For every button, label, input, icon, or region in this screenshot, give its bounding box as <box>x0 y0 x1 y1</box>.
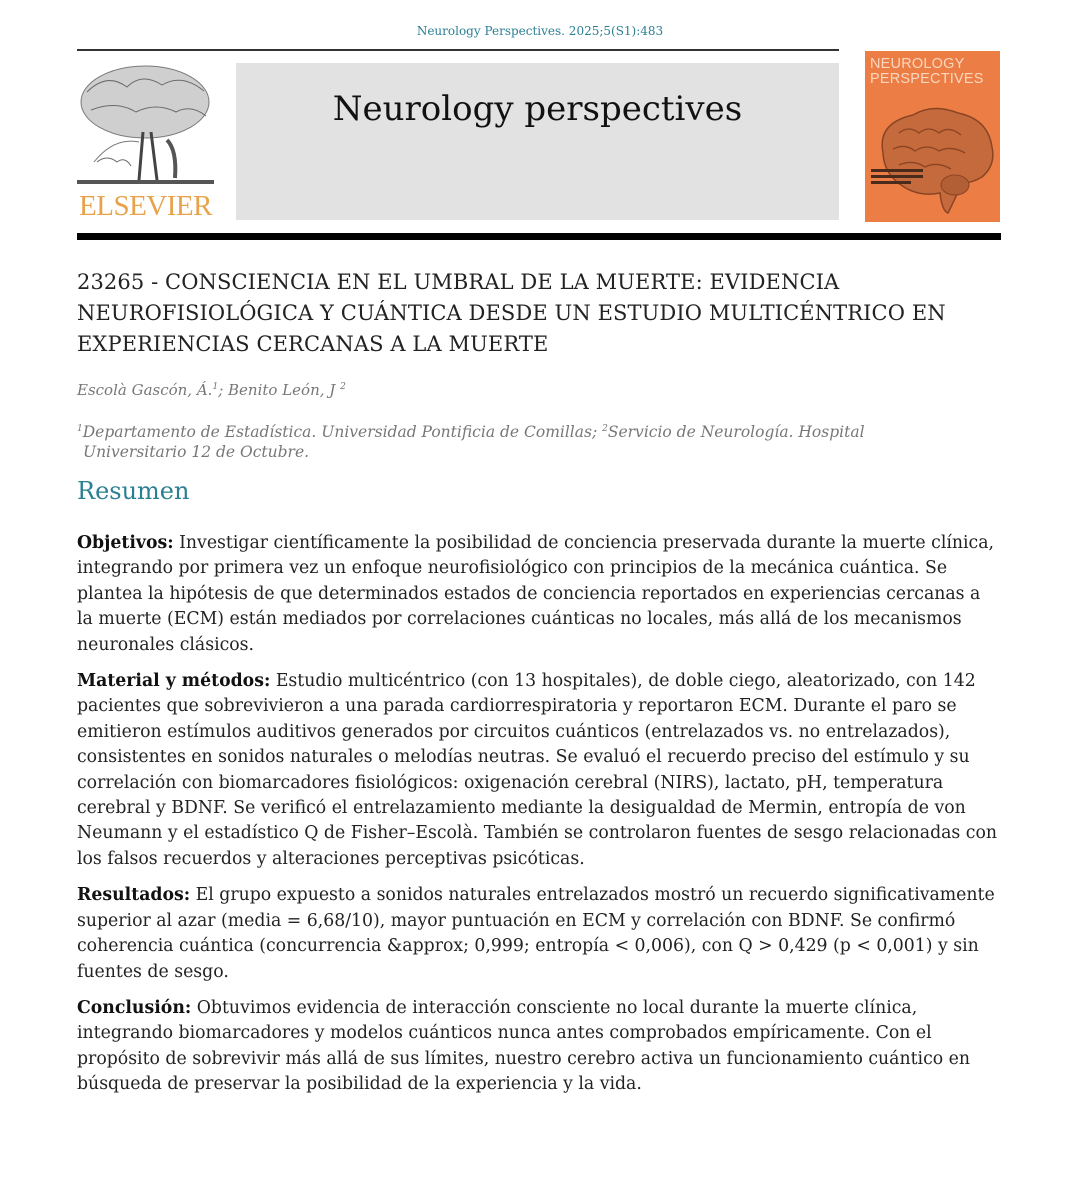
abstract-section-methods <box>77 669 997 872</box>
article-title: 23265 - CONSCIENCIA EN EL UMBRAL DE LA MUERTE: EVIDENCIA NEUROFISIOLÓGICA Y CUÁNTICA DESDE UN ESTUDIO MULTICÉNTRICO EN EXPERIENCIAS CERCANAS A LA MUERTE <box>77 270 946 356</box>
section-label: Material y métodos: <box>77 671 271 692</box>
abstract-heading: Resumen <box>77 477 190 505</box>
journal-citation: Neurology Perspectives. 2025;5(S1):483 <box>416 24 664 38</box>
cover-publisher-note <box>871 169 923 187</box>
cover-title: NEUROLOGY PERSPECTIVES <box>870 56 984 87</box>
elsevier-wordmark: ELSEVIER <box>79 190 212 222</box>
affiliation: Servicio de Neurología. Hospital <box>607 423 865 442</box>
section-label: Conclusión: <box>77 997 192 1018</box>
section-text: Estudio multicéntrico (con 13 hospitales), de doble ciego, aleatorizado, con 142 pacientes que sobrevivieron a una parada cardiorrespiratoria y reportaron ECM. Durante el paro se emitieron estímulos auditivos generados por circuitos cuánticos (entrelazados vs. no entrelazados), consistentes en sonidos naturales o melodías neutras. Se evaluó el recuerdo preciso del estímulo y su correlación con biomarcadores fisiológicos: oxigenación cerebral (NIRS), lactato, pH, temperatura cerebral y BDNF. Se verificó el entrelazamiento mediante la desigualdad de Mermin, entropía de von Neumann y el estadístico Q de Fisher–Escolà. También se controlaron fuentes de sesgo relacionadas con los falsos recuerdos y alteraciones perceptivas psicóticas. <box>77 671 998 869</box>
elsevier-tree-icon <box>77 62 214 188</box>
affiliation-continuation: Universitario 12 de Octubre. <box>83 443 310 462</box>
author-list: Escolà Gascón, Á.$^1$; Benito León, J $^2$ <box>77 381 346 399</box>
section-text: Obtuvimos evidencia de interacción consciente no local durante la muerte clínica, integrando biomarcadores y modelos cuánticos nunca antes comprobados empíricamente. Con el propósito de sobrevivir más allá de sus límites, nuestro cerebro activa un funcionamiento cuántico en búsqueda de preservar la posibilidad de la experiencia y la vida. <box>77 997 971 1095</box>
abstract-section-objectives <box>77 531 997 658</box>
section-text: Investigar científicamente la posibilidad de conciencia preservada durante la muerte clínica, integrando por primera vez un enfoque neurofisiológico con principios de la mecánica cuántica. Se plantea la hipótesis de que determinados estados de conciencia reportados en experiencias cercanas a la muerte (ECM) están mediados por correlaciones cuánticas no locales, más allá de los mecanismos neuronales clásicos. <box>77 533 995 655</box>
section-label: Objetivos: <box>77 533 174 553</box>
abstract-section-results <box>77 883 997 985</box>
abstract-section-conclusion <box>77 996 997 1098</box>
author-name[interactable]: Benito León, J <box>228 381 336 399</box>
affiliations: $^1$Departamento de Estadística. Universidad Pontificia de Comillas; $^2$Servicio de Neurología. Hospital Universitario 12 de Octubre. <box>77 419 937 462</box>
section-label: Resultados: <box>77 885 191 906</box>
header-top-rule <box>77 49 839 51</box>
abstract-body <box>77 531 997 1109</box>
author-affiliation-marker: 1 <box>212 382 219 392</box>
publisher-logo <box>77 62 214 222</box>
author-affiliation-marker: 2 <box>340 382 346 392</box>
author-name[interactable]: Escolà Gascón, Á. <box>77 381 213 399</box>
section-text: El grupo expuesto a sonidos naturales entrelazados mostró un recuerdo significativamente superior al azar (media = 6,68/10), mayor puntuación en ECM y correlación con BDNF. Se confirmó coherencia cuántica (concurrencia &approx; 0,999; entropía < 0,006), con Q > 0,429 (p < 0,001) y sin fuentes de sesgo. <box>77 885 995 982</box>
journal-banner <box>236 63 839 220</box>
affiliation: Departamento de Estadística. Universidad Pontificia de Comillas; <box>82 423 603 442</box>
journal-title: Neurology perspectives <box>332 89 743 129</box>
header-bottom-rule <box>77 233 1001 240</box>
brain-icon <box>869 93 997 218</box>
journal-cover[interactable] <box>865 51 1000 222</box>
